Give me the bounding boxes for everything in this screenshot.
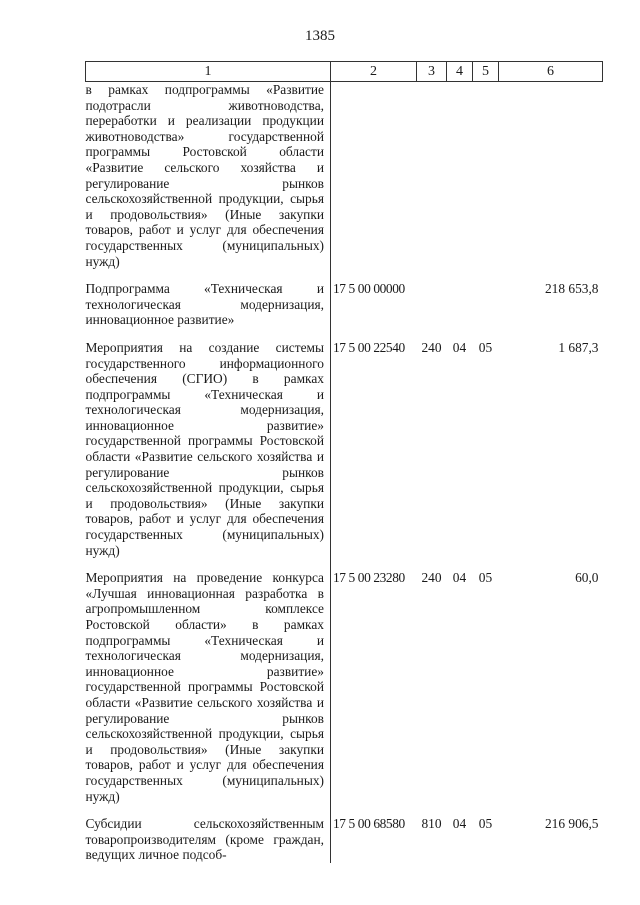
table-row <box>86 328 603 558</box>
row-name: в рамках подпрограммы «Развитие подотрасли животноводства, переработки и реализации продукции животноводства» государственной программы Ростовской области «Развитие сельского хозяйства и регулирование рынков сельскохозяйственной продукции, сырья и продовольствия» (Иные закупки товаров, работ и услуг для обеспечения государственных (муниципальных) нужд) <box>86 82 331 270</box>
page-number: 1385 <box>305 28 335 44</box>
row-name: Подпрограмма «Техническая и технологическая модернизация, инновационное развитие» <box>86 269 331 328</box>
row-section: 04 <box>452 816 467 832</box>
row-target-code <box>331 82 417 270</box>
row-section: 04 <box>452 339 467 355</box>
row-expense-type <box>417 82 447 270</box>
row-amount: 60,0 <box>575 570 599 586</box>
row-section: 04 <box>452 570 467 586</box>
row-target-code: 17 5 00 68580 <box>333 816 405 832</box>
row-expense-type: 240 <box>421 339 442 355</box>
row-expense-type: 810 <box>421 816 442 832</box>
row-amount: 216 906,5 <box>544 816 599 832</box>
column-header-4: 4 <box>447 62 473 82</box>
row-name: Мероприятия на проведение конкурса «Лучшая инновационная разработка в агропромышленном комплексе Ростовской области» в рамках подпрограммы «Техническая и технологическая модернизация, инновационное развитие» государственной программы Ростовской области «Развитие сельского хозяйства и регулирование рынков сельскохозяйственной продукции, сырья и продовольствия» (Иные закупки товаров, работ и услуг для обеспечения государственных (муниципальных) нужд) <box>86 558 331 804</box>
row-target-code: 17 5 00 00000 <box>333 281 405 297</box>
row-section <box>447 82 473 270</box>
row-subsection: 05 <box>478 570 493 586</box>
row-subsection <box>473 82 499 270</box>
row-name: Мероприятия на создание системы государственного информационного обеспечения (СГИО) в рамках подпрограммы «Техническая и технологическая модернизация, инновационное развитие» государственной программы Ростовской области «Развитие сельского хозяйства и регулирование рынков сельскохозяйственной продукции, сырья и продовольствия» (Иные закупки товаров, работ и услуг для обеспечения государственных (муниципальных) нужд) <box>86 328 331 558</box>
row-subsection <box>473 269 499 328</box>
column-header-1: 1 <box>86 62 331 82</box>
row-amount: 1 687,3 <box>558 339 599 355</box>
header-row <box>86 62 603 82</box>
table-row <box>86 804 603 863</box>
budget-table <box>85 61 603 863</box>
row-target-code: 17 5 00 22540 <box>333 339 405 355</box>
table-row <box>86 269 603 328</box>
row-amount: 218 653,8 <box>544 281 599 297</box>
row-subsection: 05 <box>478 339 493 355</box>
table-row <box>86 82 603 270</box>
row-target-code: 17 5 00 23280 <box>333 570 405 586</box>
row-name: Субсидии сельскохозяйственным товаропроизводителям (кроме граждан, ведущих личное подсоб- <box>86 804 331 863</box>
table-row <box>86 558 603 804</box>
column-header-2: 2 <box>331 62 417 82</box>
column-header-3: 3 <box>417 62 447 82</box>
row-expense-type <box>417 269 447 328</box>
column-header-6: 6 <box>499 62 603 82</box>
row-subsection: 05 <box>478 816 493 832</box>
row-amount <box>499 82 603 270</box>
row-expense-type: 240 <box>421 570 442 586</box>
row-section <box>447 269 473 328</box>
column-header-5: 5 <box>473 62 499 82</box>
